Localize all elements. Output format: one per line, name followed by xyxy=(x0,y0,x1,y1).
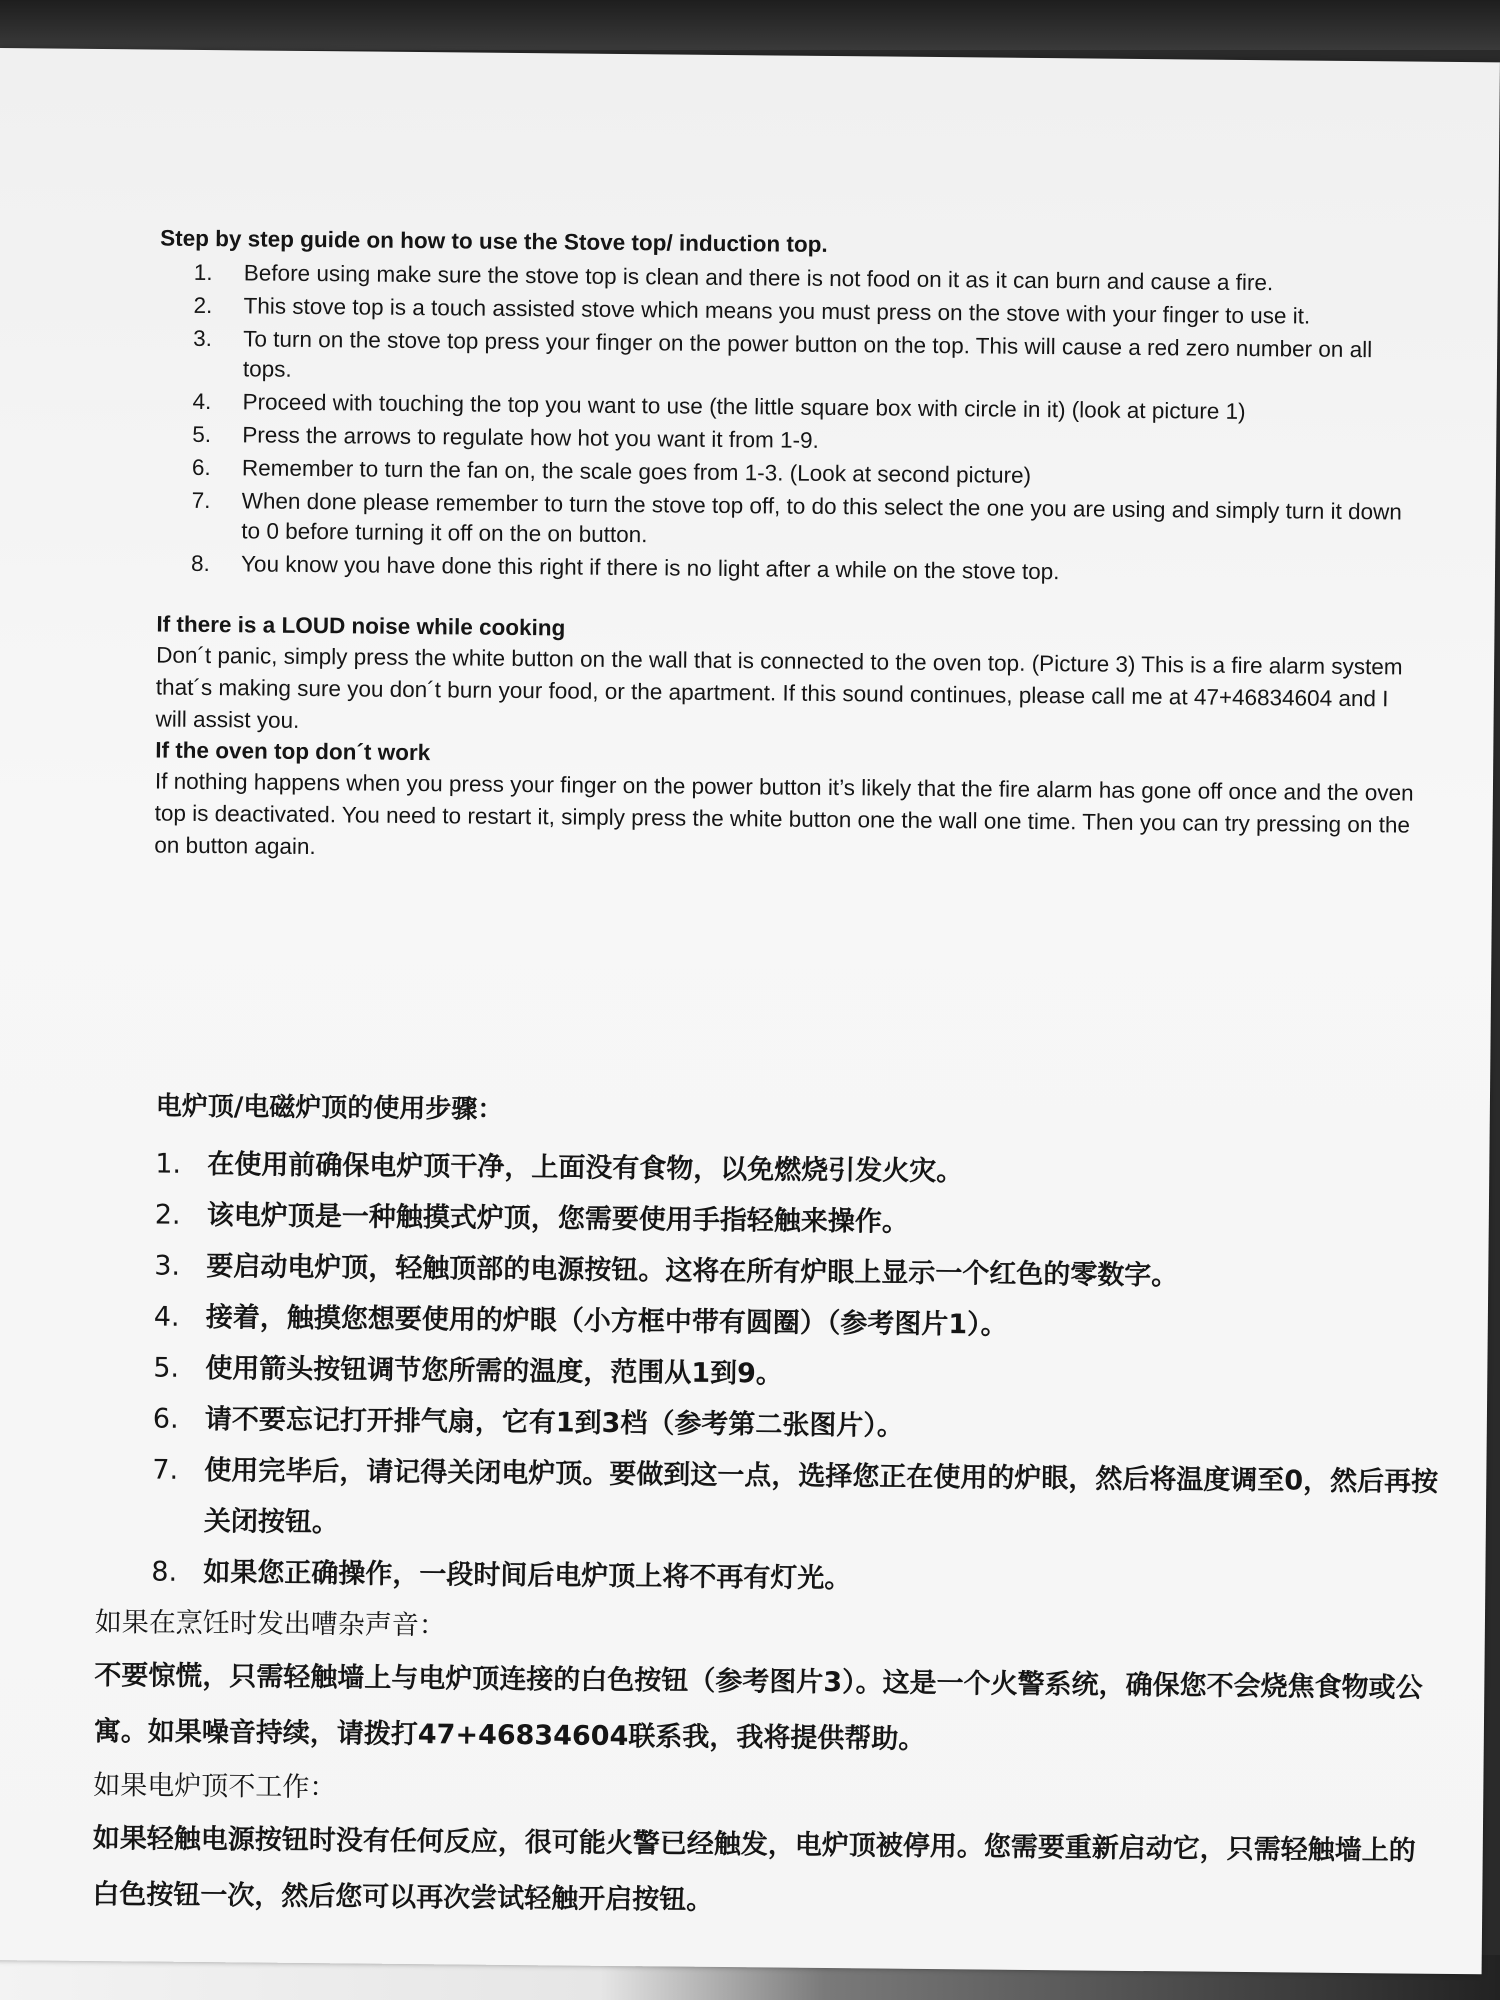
loud-noise-heading: 如果在烹饪时发出嘈杂声音： xyxy=(94,1606,447,1642)
loud-noise-text: 不要惊慌，只需轻触墙上与电炉顶连接的白色按钮（参考图片3）。这是一个火警系统，确保您不会烧焦食物或公寓。如果噪音持续，请拨打47+46834604联系我，我将提供帮助。 xyxy=(93,1659,1423,1755)
step-number: 5. xyxy=(192,421,212,448)
step-number: 8. xyxy=(151,1556,178,1588)
not-working-text: 如果轻触电源按钮时没有任何反应，很可能火警已经触发，电炉顶被停用。您需要重新启动它，只需轻触墙上的白色按钮一次，然后您可以再次尝试轻触开启按钮。 xyxy=(92,1822,1416,1916)
step-text: This stove top is a touch assisted stove which means you must press on the stove with your finger to use it. xyxy=(243,293,1311,329)
step-text: Remember to turn the fan on, the scale goes from 1-3. (Look at second picture) xyxy=(241,455,1032,488)
not-working-heading: If the oven top don´t work xyxy=(155,737,431,766)
chinese-section xyxy=(92,1081,1446,1936)
step-number: 8. xyxy=(190,550,210,577)
step-number: 1. xyxy=(193,259,213,286)
paper-sheet xyxy=(0,48,1500,1974)
english-title: Step by step guide on how to use the Stove top/ induction top. xyxy=(160,225,828,257)
list-item xyxy=(152,1445,1443,1559)
step-text: Proceed with touching the top you want to use (the little square box with circle in it) (look at picture 1) xyxy=(242,389,1246,424)
step-text: Before using make sure the stove top is clean and there is not food on it as it can burn and cause a fire. xyxy=(243,260,1274,296)
step-number: 1. xyxy=(155,1148,182,1180)
loud-noise-heading: If there is a LOUD noise while cooking xyxy=(156,611,566,641)
step-number: 7. xyxy=(191,487,211,514)
list-item xyxy=(191,486,1428,558)
step-number: 6. xyxy=(191,454,211,481)
step-text: Press the arrows to regulate how hot you want it from 1-9. xyxy=(242,422,819,453)
step-number: 6. xyxy=(152,1403,179,1435)
step-text: 该电炉顶是一种触摸式炉顶，您需要使用手指轻触来操作。 xyxy=(206,1200,909,1238)
step-text: 使用完毕后，请记得关闭电炉顶。要做到这一点，选择您正在使用的炉眼，然后将温度调至0，然后再按关闭按钮。 xyxy=(203,1455,1439,1539)
step-text: 请不要忘记打开排气扇，它有1到3档（参考第二张图片）。 xyxy=(204,1404,905,1442)
step-number: 4. xyxy=(192,388,212,415)
step-text: To turn on the stove top press your finger on the power button on the top. This will cause a red zero number on all tops. xyxy=(242,326,1373,382)
list-item xyxy=(193,324,1430,396)
chinese-steps-list xyxy=(111,1138,1445,1610)
loud-noise-text: Don´t panic, simply press the white button on the wall that is connected to the oven top. (Picture 3) This is a fire alarm system that´s making sure you don´t burn your food, or the apartment. If this sound continues, please call me at 47+46834604 and I will assist you. xyxy=(155,642,1403,733)
not-working-heading: 如果电炉顶不工作： xyxy=(93,1769,337,1804)
english-section xyxy=(154,224,1430,874)
step-text: You know you have done this right if there is no light after a while on the stove top. xyxy=(240,551,1060,585)
step-number: 2. xyxy=(154,1199,181,1231)
step-text: 接着，触摸您想要使用的炉眼（小方框中带有圆圈）（参考图片1）。 xyxy=(205,1302,1008,1341)
not-working-text: If nothing happens when you press your finger on the power button it’s likely that the fire alarm has gone off once and the oven top is deactivated. You need to restart it, simply press the white button one the wall one time. Then you can try pressing on the on button again. xyxy=(154,768,1414,860)
step-text: When done please remember to turn the stove top off, to do this select the one you are using and simply turn it down to 0 before turning it off on the on button. xyxy=(241,488,1402,548)
step-number: 7. xyxy=(152,1454,179,1486)
step-text: 要启动电炉顶，轻触顶部的电源按钮。这将在所有炉眼上显示一个红色的零数字。 xyxy=(206,1251,1179,1292)
background-top xyxy=(0,0,1500,50)
step-number: 3. xyxy=(193,325,213,352)
english-steps-list xyxy=(157,258,1430,591)
step-text: 在使用前确保电炉顶干净，上面没有食物，以免燃烧引发火灾。 xyxy=(207,1149,964,1188)
step-number: 5. xyxy=(153,1352,180,1384)
step-text: 如果您正确操作，一段时间后电炉顶上将不再有灯光。 xyxy=(203,1557,852,1595)
chinese-title: 电炉顶/电磁炉顶的使用步骤： xyxy=(155,1091,504,1125)
step-number: 2. xyxy=(193,292,213,319)
step-number: 4. xyxy=(153,1301,180,1333)
step-number: 3. xyxy=(154,1250,181,1282)
step-text: 使用箭头按钮调节您所需的温度，范围从1到9。 xyxy=(205,1353,784,1390)
